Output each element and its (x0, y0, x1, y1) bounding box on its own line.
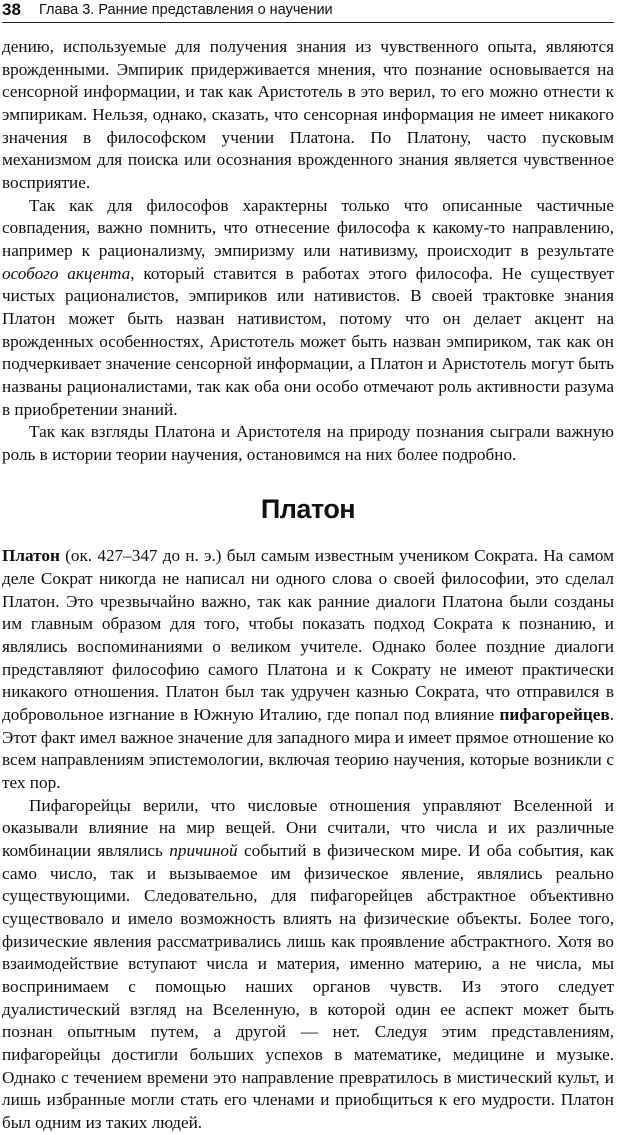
paragraph-2-part-b: , который ставится в работах этого философа. Не существует чистых рационалистов, эмпириков или нативистов. В своей трактовке знания Платон может быть назван нативистом, потому что он делает акцент на врожденных особенностях, Аристотель может быть назван эмпириком, так как он подчеркивает значение сенсорной информации, а Платон и Аристотель могут быть названы рационалистами, так как оба они особо отмечают роль активности разума в приобретении знаний. (2, 263, 614, 419)
text-body (2, 36, 614, 1135)
paragraph-3: Так как взгляды Платона и Аристотеля на природу познания сыграли важную роль в истории теории научения, остановимся на них более подробно. (2, 422, 614, 464)
paragraph-2-part-a: Так как для философов характерны только что описанные частичные совпадения, важно помнить, что отнесение философа к какому-то направлению, например к рационализму, эмпиризму или нативизму, происходит в результате (2, 195, 614, 260)
paragraph-1: дению, используемые для получения знания из чувственного опыта, являются врожденными. Эмпирик придерживается мнения, что познание основывается на сенсорной информации, и так как Аристотель в это верил, то его можно отнести к эмпирикам. Нельзя, однако, сказать, что сенсорная информация не имеет никакого значения в философском учении Платона. По Платону, часто пусковым механизмом для поиска или осознания врожденного знания является чувственное восприятие. (2, 37, 614, 192)
page-number: 38 (2, 0, 21, 19)
paragraph-5 (2, 795, 614, 1135)
paragraph-4-bold-term: пифагорейцев (499, 705, 610, 725)
running-header (2, 0, 614, 23)
paragraph-5-part-b: событий в физическом мире. И оба события, как само число, так и вызываемое им физическое явление, являлись реально существующими. Следовательно, для пифагорейцев абстрактное объективно существовало и имело возможность влиять на физические объекты. Более того, физические явления рассматривались лишь как проявление абстрактного. Хотя во взаимодействие вступают числа и материя, именно материю, а не числа, мы воспринимаем с помощью наших органов чувств. Из этого следует дуалистический взгляд на Вселенную, в которой один ее аспект может быть познан опытным путем, а другой — нет. Следуя этим представлениям, пифагорейцы достигли больших успехов в математике, медицине и музыке. Однако с течением времени это направление превратилось в мистический культ, и лишь избранные могли стать его членами и приобщиться к его мудрости. Платон был одним из таких людей. (2, 841, 614, 1132)
paragraph-5-emphasis: причиной (169, 841, 238, 860)
paragraph-4 (2, 545, 614, 794)
chapter-title: Глава 3. Ранние представления о научении (39, 2, 333, 18)
paragraph-4-part-b: . Этот факт имел важное значение для западного мира и имеет прямое отношение ко всем направлениям эпистемологии, включая теорию научения, которые возникли с тех пор. (2, 705, 614, 793)
paragraph-4-part-a: (ок. 427–347 до н. э.) был самым известным учеником Сократа. На самом деле Сократ никогда не написал ни одного слова о своей философии, это сделал Платон. Это чрезвычайно важно, так как ранние диалоги Платона были созданы им главным образом для того, чтобы показать подход Сократа к познанию, и являлись воспоминаниями о великом учителе. Однако более поздние диалоги представляют философию самого Платона и к Сократу не имеют практически никакого отношения. Платон был так удручен казнью Сократа, что отправился в добровольное изгнание в Южную Италию, где попал под влияние (2, 546, 614, 725)
paragraph-2 (2, 195, 614, 422)
paragraph-2-emphasis: особого акцента (2, 263, 131, 283)
section-heading: Платон (260, 494, 356, 525)
paragraph-4-bold-name: Платон (2, 546, 60, 566)
paragraph-5-part-a: Пифагорейцы верили, что числовые отношения управляют Вселенной и оказывали влияние на мир вещей. Они считали, что числа и их различные комбинации являлись (2, 795, 614, 860)
